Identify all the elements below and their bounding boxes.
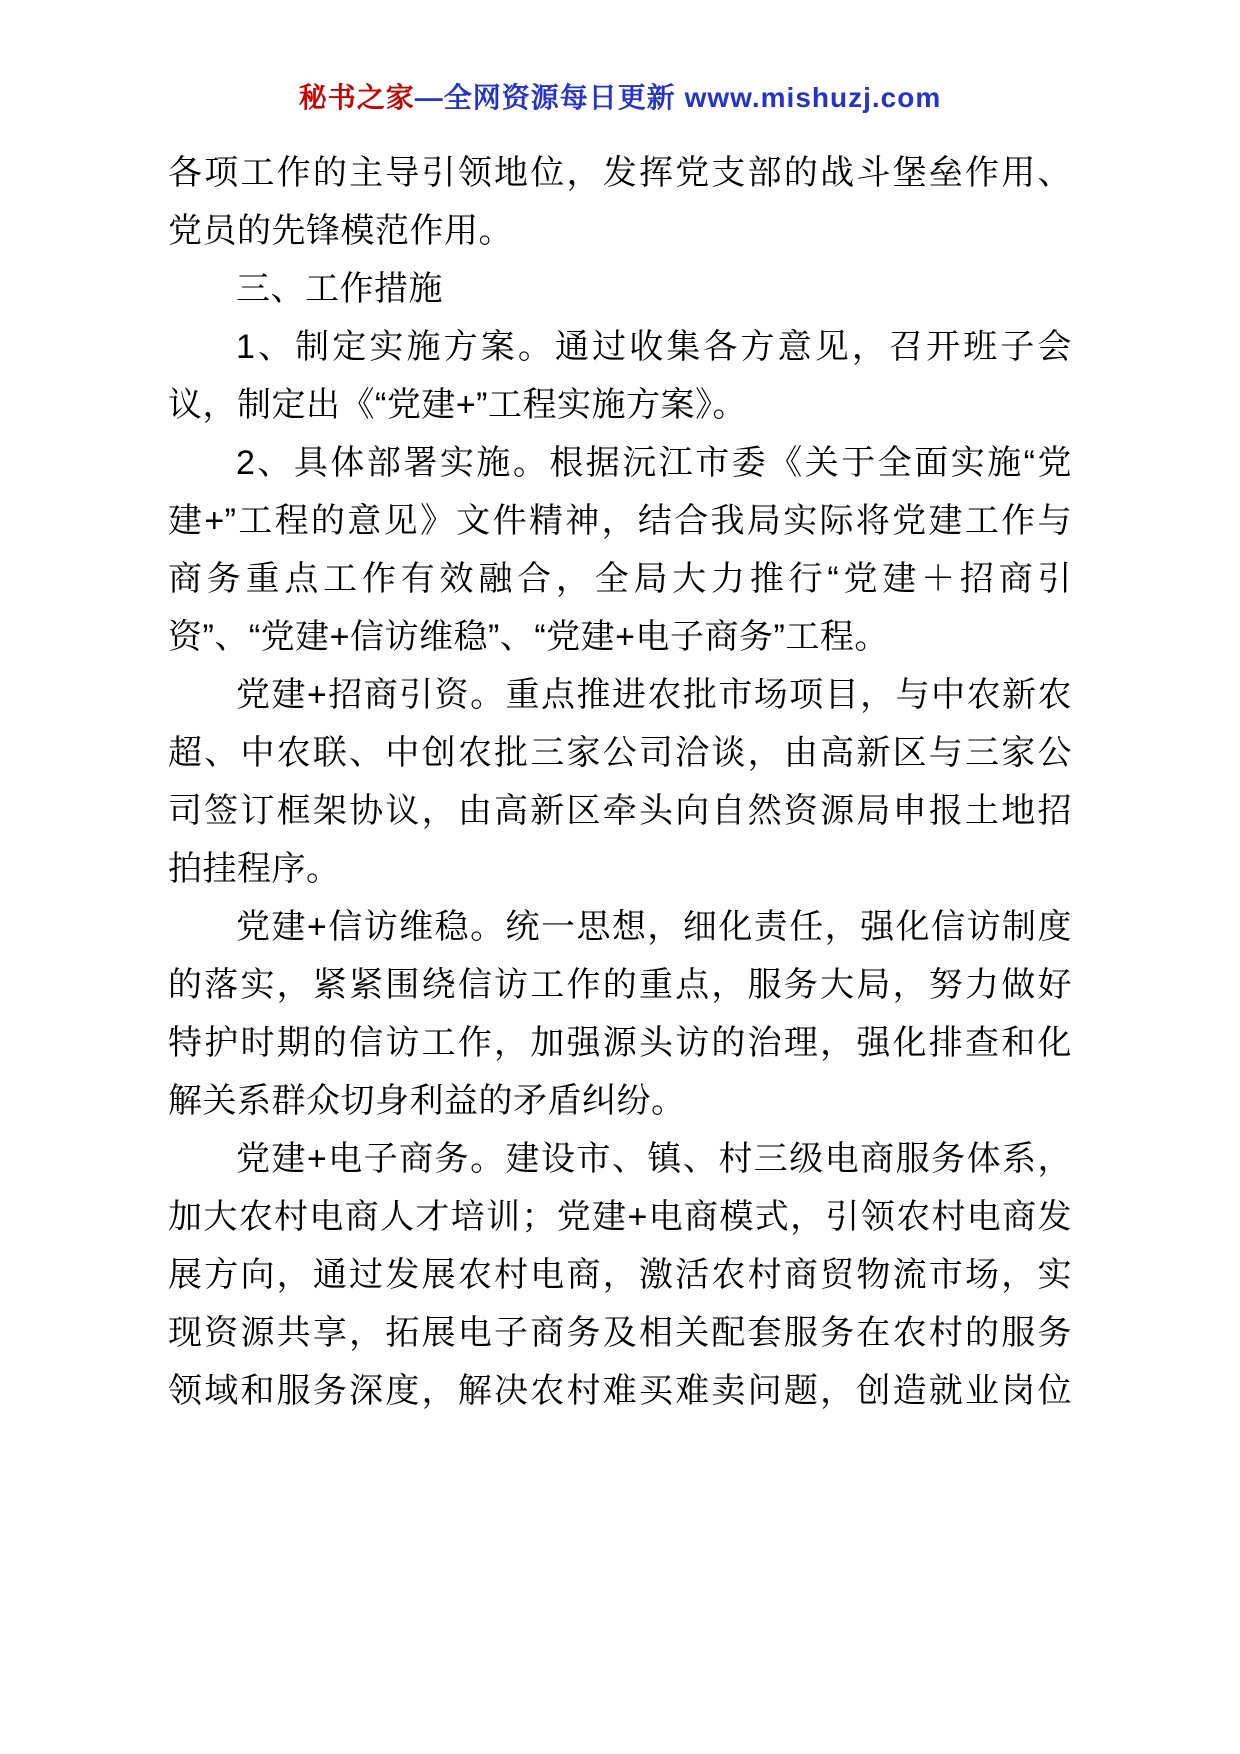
site-url-link[interactable]: www.mishuzj.com [684, 82, 942, 113]
paragraph [168, 260, 1072, 318]
text-line: 特护时期的信访工作，加强源头访的治理，强化排查和化 [168, 1024, 1072, 1062]
text-line: 1、制定实施方案。通过收集各方意见，召开班子会 [236, 328, 1072, 366]
text-line: 党建+招商引资。重点推进农批市场项目，与中农新农 [236, 676, 1072, 714]
text-line: 司签订框架协议，由高新区牵头向自然资源局申报土地招 [168, 792, 1072, 830]
text-line: 各项工作的主导引领地位，发挥党支部的战斗堡垒作用、 [168, 154, 1072, 192]
text-line: 党建+信访维稳。统一思想，细化责任，强化信访制度 [236, 908, 1072, 946]
paragraph [168, 1130, 1072, 1420]
text-line: 现资源共享，拓展电子商务及相关配套服务在农村的服务 [168, 1314, 1072, 1352]
text-line: 解关系群众切身利益的矛盾纠纷。 [168, 1082, 686, 1120]
site-tagline: —全网资源每日更新 [414, 82, 685, 113]
text-line: 建+”工程的意见》文件精神，结合我局实际将党建工作与 [168, 502, 1072, 540]
text-line: 资”、“党建+信访维稳”、“党建+电子商务”工程。 [168, 618, 889, 656]
text-line: 三、工作措施 [236, 270, 443, 308]
site-name: 秘书之家 [298, 82, 415, 113]
text-line: 商务重点工作有效融合，全局大力推行“党建＋招商引 [168, 560, 1072, 598]
paragraph [168, 144, 1072, 260]
page-header [168, 78, 1072, 118]
text-line: 展方向，通过发展农村电商，激活农村商贸物流市场，实 [168, 1256, 1072, 1294]
text-line: 超、中农联、中创农批三家公司洽谈，由高新区与三家公 [168, 734, 1072, 772]
text-line: 党建+电子商务。建设市、镇、村三级电商服务体系， [236, 1140, 1072, 1178]
text-line: 党员的先锋模范作用。 [168, 212, 513, 250]
paragraph [168, 666, 1072, 898]
paragraph [168, 898, 1072, 1130]
text-line: 领域和服务深度，解决农村难买难卖问题，创造就业岗位 [168, 1372, 1072, 1410]
text-line: 加大农村电商人才培训；党建+电商模式，引领农村电商发 [168, 1198, 1072, 1236]
text-line: 拍挂程序。 [168, 850, 341, 888]
text-line: 议，制定出《“党建+”工程实施方案》。 [168, 386, 747, 424]
text-line: 2、具体部署实施。根据沅江市委《关于全面实施“党 [236, 444, 1072, 482]
document-body [168, 144, 1072, 1420]
paragraph [168, 318, 1072, 434]
text-line: 的落实，紧紧围绕信访工作的重点，服务大局，努力做好 [168, 966, 1072, 1004]
paragraph [168, 434, 1072, 666]
